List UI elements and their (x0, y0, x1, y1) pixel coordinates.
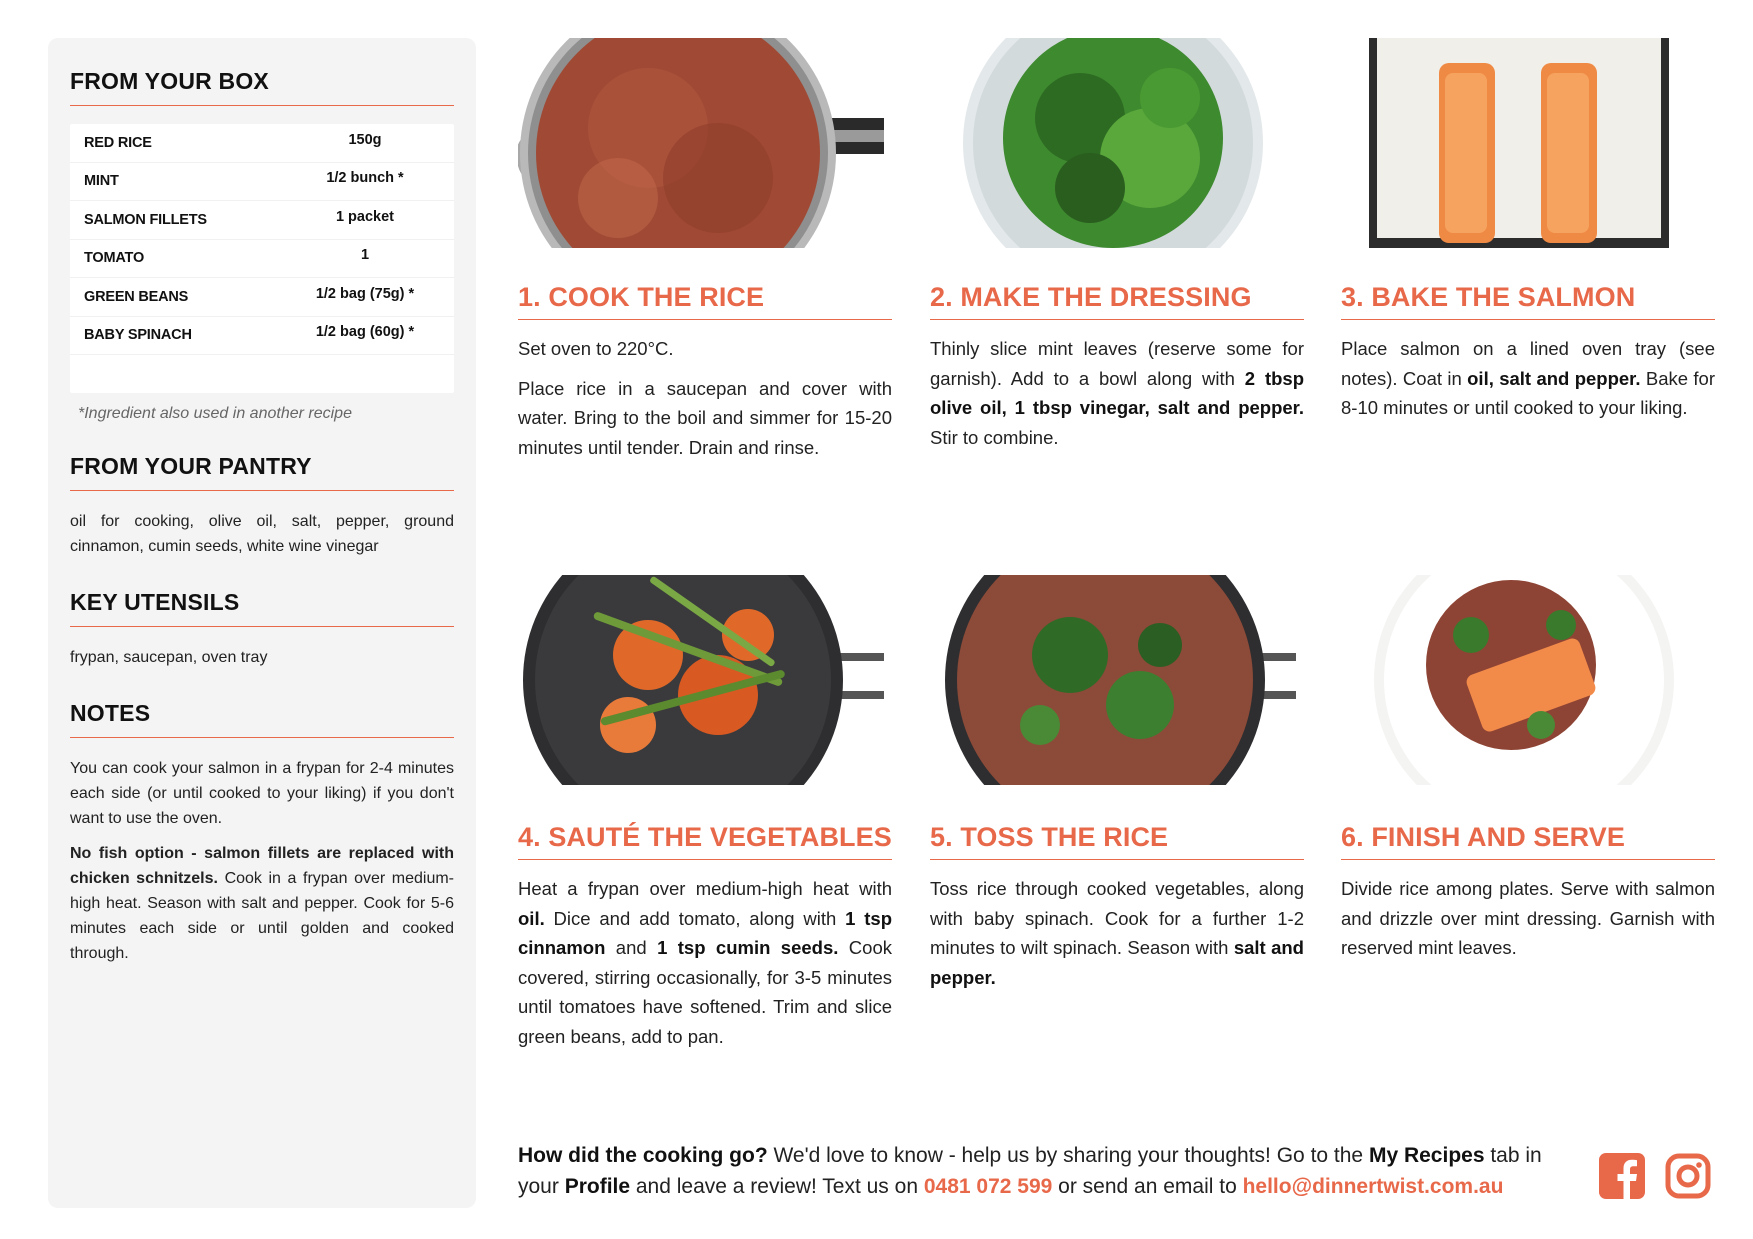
step-1-text-1: Set oven to 220°C. (518, 338, 674, 359)
feedback-footer (518, 1140, 1578, 1202)
step-3-bold: oil, salt and pepper. (1467, 367, 1641, 389)
vegetables-frypan-photo (518, 575, 884, 785)
step-6 (1341, 822, 1715, 963)
step-3-body (1341, 334, 1715, 423)
red-rice-photo (518, 38, 884, 248)
step-5-text: Toss rice through cooked vegetables, along with baby spinach. Cook for a further 1-2 minutes to wilt spinach. Season with (930, 878, 1304, 958)
ingredient-name: GREEN BEANS (84, 288, 189, 305)
step-1 (518, 282, 892, 462)
mint-dressing-photo (930, 38, 1296, 248)
step-4-text: Heat a frypan over medium-high heat with (518, 878, 892, 899)
step-6-body (1341, 874, 1715, 963)
salmon-tray-photo (1341, 38, 1707, 248)
email-link[interactable]: hello@dinnertwist.com.au (1242, 1175, 1504, 1198)
ingredient-row (70, 278, 454, 317)
step-4-body (518, 874, 892, 1051)
note-2 (70, 841, 454, 966)
from-your-pantry-heading: FROM YOUR PANTRY (70, 453, 454, 491)
ingredients-table (70, 124, 454, 393)
facebook-icon[interactable] (1599, 1153, 1645, 1199)
step-4-title: 4. SAUTÉ THE VEGETABLES (518, 822, 892, 860)
step-3-title: 3. BAKE THE SALMON (1341, 282, 1715, 320)
ingredient-row (70, 163, 454, 202)
ingredient-name: MINT (84, 173, 119, 190)
notes-section (70, 700, 454, 966)
ingredient-qty: 1 packet (335, 208, 395, 225)
step-6-title: 6. FINISH AND SERVE (1341, 822, 1715, 860)
step-4-bold: oil. (518, 907, 545, 929)
ingredient-row-empty (70, 355, 454, 393)
ingredient-row (70, 124, 454, 163)
key-utensils-heading: KEY UTENSILS (70, 589, 454, 627)
note-1: You can cook your salmon in a frypan for 2-4 minutes each side (or until cooked to your liking) if you don't want to use the oven. (70, 760, 454, 827)
step-2-body (930, 334, 1304, 452)
rice-spinach-frypan-photo (930, 575, 1296, 785)
ingredient-qty: 1 (360, 247, 370, 264)
step-1-title: 1. COOK THE RICE (518, 282, 892, 320)
ingredient-name: SALMON FILLETS (84, 211, 207, 228)
step-2-bold: 2 tbsp olive oil, 1 tbsp vinegar, salt and pepper. (930, 367, 1304, 418)
ingredient-qty: 150g (348, 131, 382, 148)
ingredient-qty: 1/2 bunch * (326, 170, 404, 187)
ingredient-name: TOMATO (84, 250, 145, 267)
notes-heading: NOTES (70, 700, 454, 738)
step-6-text: Divide rice among plates. Serve with salmon and drizzle over mint dressing. Garnish with reserved mint leaves. (1341, 878, 1715, 958)
pantry-section (70, 453, 454, 559)
step-5-title: 5. TOSS THE RICE (930, 822, 1304, 860)
step-4-bold: 1 tsp cumin seeds. (657, 937, 839, 958)
profile-label: Profile (564, 1175, 631, 1198)
ingredient-row (70, 201, 454, 240)
ingredient-row (70, 240, 454, 279)
footer-text: tab in your (518, 1144, 1542, 1198)
note-2-rest: Cook in a frypan over medium-high heat. Season with salt and pepper. Cook for 5-6 minutes each side or until golden and cooked through. (70, 870, 455, 962)
ingredient-qty: 1/2 bag (75g) * (315, 285, 415, 302)
step-4-text: Dice and add tomato, along with (544, 907, 846, 929)
step-2 (930, 282, 1304, 452)
step-2-text: Thinly slice mint leaves (reserve some for garnish). Add to a bowl along with (930, 338, 1304, 389)
step-4-text: Cook covered, stirring occasionally, for 3-5 minutes until tomatoes have softened. Trim and slice green beans, add to pan. (518, 937, 892, 1047)
ingredient-name: BABY SPINACH (84, 327, 192, 344)
ingredient-qty: 1/2 bag (60g) * (315, 324, 415, 341)
note-2-bold: No fish option - salmon fillets are replaced with chicken schnitzels. (70, 845, 454, 887)
sidebar (48, 38, 476, 1208)
step-1-text-2: Place rice in a saucepan and cover with water. Bring to the boil and simmer for 15-20 minutes until tender. Drain and rinse. (518, 377, 892, 458)
from-your-box-heading: FROM YOUR BOX (70, 68, 454, 106)
step-2-title: 2. MAKE THE DRESSING (930, 282, 1304, 320)
step-5-body (930, 874, 1304, 992)
utensils-section (70, 589, 454, 670)
instagram-icon[interactable] (1665, 1153, 1711, 1199)
ingredient-row (70, 317, 454, 356)
step-5 (930, 822, 1304, 992)
footer-text: We'd love to know - help us by sharing your thoughts! Go to the (767, 1144, 1369, 1167)
step-4 (518, 822, 892, 1051)
utensils-text: frypan, saucepan, oven tray (70, 649, 268, 666)
phone-link[interactable]: 0481 072 599 (923, 1175, 1053, 1198)
plated-dish-photo (1341, 575, 1707, 785)
footer-text: or send an email to (1052, 1175, 1243, 1198)
step-3-text: Bake for 8-10 minutes or until cooked to your liking. (1341, 367, 1715, 418)
step-3-text: Place salmon on a lined oven tray (see notes). Coat in (1341, 338, 1715, 389)
my-recipes-label: My Recipes (1368, 1144, 1485, 1167)
step-3 (1341, 282, 1715, 423)
ingredient-name: RED RICE (84, 134, 152, 151)
ingredient-note: *Ingredient also used in another recipe (78, 405, 352, 422)
pantry-text: oil for cooking, olive oil, salt, pepper, ground cinnamon, cumin seeds, white wine vinegar (70, 513, 454, 555)
step-5-bold: salt and pepper. (930, 937, 1304, 988)
step-4-bold: 1 tsp cinnamon (518, 907, 892, 958)
step-2-text: Stir to combine. (930, 426, 1059, 448)
footer-text: and leave a review! Text us on (630, 1175, 924, 1198)
step-4-text: and (605, 937, 658, 958)
step-1-body (518, 334, 892, 462)
footer-question: How did the cooking go? (518, 1144, 768, 1167)
